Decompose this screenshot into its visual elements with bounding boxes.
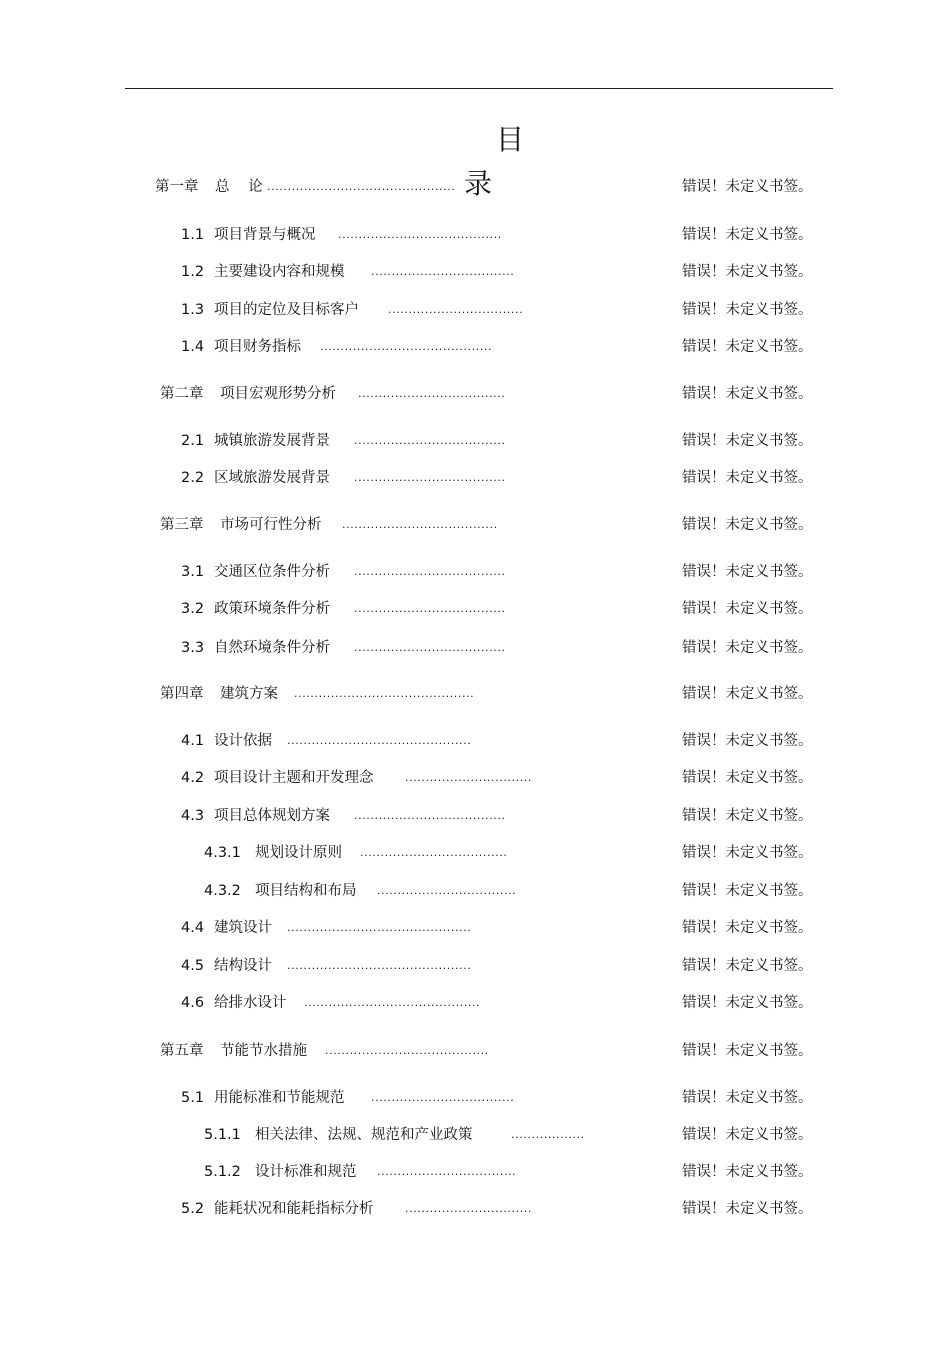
toc-entry-leader: .................................. [377,884,517,897]
toc-entry-number: 4.2 [181,770,205,786]
toc-entry-page: 错误！未定义书签。 [682,686,813,702]
toc-entry-title: 市场可行性分析 [220,517,322,533]
toc-entry-leader: ................................. [388,303,524,316]
toc-entry[interactable] [0,299,950,321]
toc-entry-number: 1.1 [181,227,205,243]
toc-entry-title: 用能标准和节能规范 [214,1090,345,1106]
toc-entry-number: 3.3 [181,640,205,656]
toc-entry[interactable] [0,1087,950,1109]
toc-entry-leader: .................. [511,1128,585,1141]
toc-entry-leader: ................................... [371,1091,515,1104]
toc-entry-number: 5.1.2 [204,1164,241,1180]
toc-entry-number: 2.1 [181,433,205,449]
toc-entry-leader: ..................................... [354,602,506,615]
toc-entry-leader: ..................................... [354,809,506,822]
toc-entry-page: 错误！未定义书签。 [682,1127,813,1143]
toc-entry-page: 错误！未定义书签。 [682,1043,813,1059]
toc-entry-page: 错误！未定义书签。 [682,958,813,974]
toc-entry-number: 5.2 [181,1201,205,1217]
toc-entry-title: 项目结构和布局 [255,883,357,899]
toc-entry-leader: ..................................... [354,434,506,447]
toc-entry-page: 错误！未定义书签。 [682,227,813,243]
toc-entry-title: 区域旅游发展背景 [214,470,330,486]
toc-entry-leader: .................................. [377,1165,517,1178]
toc-entry[interactable] [0,1040,950,1062]
toc-entry-leader: ............................................. [287,921,472,934]
toc-entry[interactable] [0,261,950,283]
toc-entry-page: 错误！未定义书签。 [682,1164,813,1180]
toc-entry-leader: ........................................ [325,1044,489,1057]
toc-entry-leader: ................................... [371,265,515,278]
toc-entry-title: 项目宏观形势分析 [220,386,336,402]
toc-entry-number: 5.1.1 [204,1127,241,1143]
toc-entry-number: 2.2 [181,470,205,486]
toc-entry[interactable] [0,336,950,358]
toc-entry-number: 4.5 [181,958,205,974]
toc-entry[interactable] [0,1198,950,1220]
toc-entry-page: 错误！未定义书签。 [682,470,813,486]
toc-entry-title: 给排水设计 [214,995,287,1011]
toc-entry-leader: ........................................ [338,228,502,241]
toc-entry[interactable] [0,514,950,536]
toc-entry-page: 错误！未定义书签。 [682,770,813,786]
toc-entry[interactable] [0,383,950,405]
toc-entry-page: 错误！未定义书签。 [682,640,813,656]
toc-entry-number: 第一章 [155,179,199,195]
toc-entry-number: 1.3 [181,302,205,318]
toc-entry-title: 主要建设内容和规模 [214,264,345,280]
toc-entry-leader: .............................................. [267,180,456,193]
toc-entry[interactable] [0,637,950,659]
toc-entry-leader: ............................... [405,771,532,784]
toc-entry-title: 项目设计主题和开发理念 [214,770,374,786]
toc-entry-title: 设计标准和规范 [255,1164,357,1180]
toc-entry-title: 城镇旅游发展背景 [214,433,330,449]
toc-entry[interactable] [0,842,950,864]
toc-entry-leader: ............................... [405,1202,532,1215]
toc-entry-number: 4.4 [181,920,205,936]
toc-entry-title: 规划设计原则 [255,845,342,861]
toc-entry-number: 第三章 [160,517,204,533]
toc-entry-number: 4.3.1 [204,845,241,861]
toc-entry[interactable] [0,467,950,489]
toc-entry-title: 相关法律、法规、规范和产业政策 [255,1127,473,1143]
toc-entry-title: 结构设计 [214,958,272,974]
toc-entry[interactable] [0,992,950,1014]
toc-entry-page: 错误！未定义书签。 [682,733,813,749]
toc-entry-page: 错误！未定义书签。 [682,302,813,318]
toc-entry-title: 项目总体规划方案 [214,808,330,824]
toc-entry-number: 第二章 [160,386,204,402]
toc-entry-title: 建筑设计 [214,920,272,936]
toc-entry-number: 第五章 [160,1043,204,1059]
toc-entry-number: 5.1 [181,1090,205,1106]
toc-entry-page: 错误！未定义书签。 [682,601,813,617]
toc-entry[interactable] [0,430,950,452]
toc-entry-title: 交通区位条件分析 [214,564,330,580]
toc-entry-page: 错误！未定义书签。 [682,517,813,533]
toc-entry[interactable] [0,955,950,977]
toc-entry[interactable] [0,561,950,583]
toc-entry-leader: ..................................... [354,565,506,578]
toc-entry-page: 错误！未定义书签。 [682,808,813,824]
toc-entry-page: 错误！未定义书签。 [682,845,813,861]
toc-entry-title: 设计依据 [214,733,272,749]
toc-entry-title: 自然环境条件分析 [214,640,330,656]
toc-entry-number: 4.3.2 [204,883,241,899]
toc-entry-leader: ........................................... [304,996,481,1009]
toc-entry-number: 第四章 [160,686,204,702]
toc-entry-page: 错误！未定义书签。 [682,433,813,449]
toc-entry-leader: ...................................... [342,518,498,531]
toc-entry-page: 错误！未定义书签。 [682,995,813,1011]
toc-entry[interactable] [0,917,950,939]
toc-entry-page: 错误！未定义书签。 [682,1201,813,1217]
toc-entry-leader: ............................................. [287,959,472,972]
toc-entry-page: 错误！未定义书签。 [682,883,813,899]
toc-entry[interactable] [0,176,950,198]
toc-entry-title: 节能节水措施 [220,1043,307,1059]
toc-entry[interactable] [0,224,950,246]
toc-entry-title: 项目财务指标 [214,339,301,355]
toc-entry-page: 错误！未定义书签。 [682,920,813,936]
toc-entry-number: 3.1 [181,564,205,580]
toc-entry-number: 4.3 [181,808,205,824]
toc-entry[interactable] [0,1161,950,1183]
toc-entry[interactable] [0,880,950,902]
toc-entry[interactable] [0,683,950,705]
toc-entry[interactable] [0,805,950,827]
toc-entry-title: 政策环境条件分析 [214,601,330,617]
toc-entry-page: 错误！未定义书签。 [682,1090,813,1106]
toc-entry-page: 错误！未定义书签。 [682,264,813,280]
toc-entry-page: 错误！未定义书签。 [682,386,813,402]
toc-entry-title: 能耗状况和能耗指标分析 [214,1201,374,1217]
toc-entry-title: 项目的定位及目标客户 [214,302,359,318]
toc-entry-title: 建筑方案 [220,686,278,702]
toc-entry[interactable] [0,1124,950,1146]
toc-entry-page: 错误！未定义书签。 [682,179,813,195]
toc-title: 目 录 [463,123,588,200]
toc-entry-leader: ..................................... [354,471,506,484]
toc-entry-page: 错误！未定义书签。 [682,564,813,580]
toc-entry-number: 3.2 [181,601,205,617]
toc-entry-number: 1.4 [181,339,205,355]
toc-entry-number: 1.2 [181,264,205,280]
toc-entry-number: 4.1 [181,733,205,749]
toc-entry-title: 项目背景与概况 [214,227,316,243]
toc-entry-title: 总 论 [215,179,263,195]
toc-entry-leader: .................................... [358,387,506,400]
toc-entry-leader: ............................................. [287,734,472,747]
toc-entry-number: 4.6 [181,995,205,1011]
toc-entry[interactable] [0,598,950,620]
toc-entry-leader: .......................................... [320,340,493,353]
toc-entry-leader: .................................... [360,846,508,859]
toc-entry-leader: ............................................ [294,687,475,700]
toc-entry-leader: ..................................... [354,641,506,654]
toc-entry[interactable] [0,730,950,752]
toc-entry-page: 错误！未定义书签。 [682,339,813,355]
toc-entry[interactable] [0,767,950,789]
